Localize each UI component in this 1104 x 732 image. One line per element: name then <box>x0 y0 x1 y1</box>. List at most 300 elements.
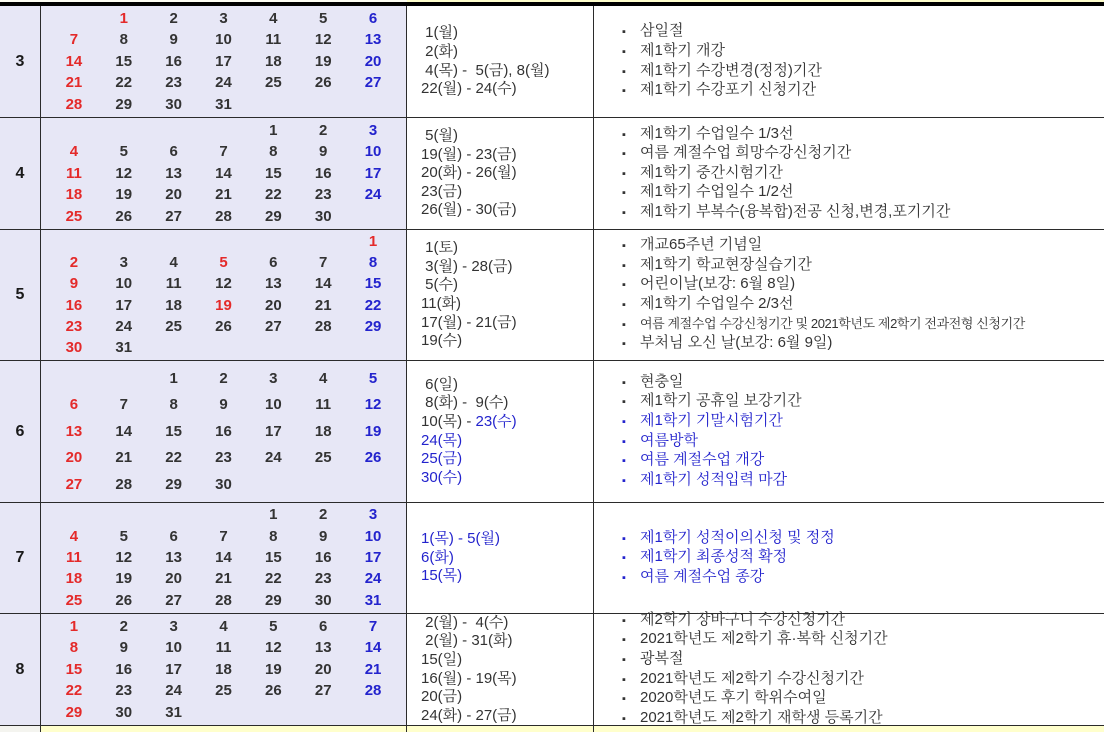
date-range-line <box>421 549 593 568</box>
calendar-day-empty <box>348 95 398 115</box>
calendar-day: 19 <box>265 660 282 678</box>
partial-row-above-right <box>407 0 1104 2</box>
calendar-day: 12 <box>364 396 382 413</box>
calendar-day: 26 <box>265 682 282 699</box>
date-range-segment: 8(화) - 9(수) <box>421 394 509 412</box>
calendar-day: 7 <box>319 254 328 272</box>
calendar-day: 18 <box>265 52 282 70</box>
calendar-day: 3 <box>269 369 278 387</box>
calendar-day: 25 <box>314 449 332 466</box>
event-item <box>622 164 1104 184</box>
event-label: 광복절 <box>640 649 684 667</box>
date-ranges-cell <box>407 503 594 613</box>
calendar-day: 8 <box>368 254 378 272</box>
event-item <box>622 670 1104 690</box>
calendar-day: 23 <box>314 186 332 203</box>
month-number-label: 4 <box>15 164 25 182</box>
calendar-day: 13 <box>165 164 182 182</box>
event-item <box>622 650 1104 670</box>
calendar-day-empty <box>199 505 249 525</box>
month-row <box>0 361 1104 503</box>
calendar-day: 24 <box>364 186 382 203</box>
date-range-line <box>421 688 593 707</box>
partial-row-above-left <box>0 0 407 2</box>
date-range-segment: 25(금) <box>421 450 463 468</box>
calendar-day-empty <box>248 703 298 723</box>
calendar-day-empty <box>248 232 298 252</box>
calendar-day: 19 <box>115 570 133 588</box>
event-label: 제1학기 수업일수 1/3선 <box>640 124 794 142</box>
calendar-day-empty <box>149 232 199 252</box>
calendar-day: 12 <box>115 548 133 566</box>
calendar-day: 5 <box>219 254 228 272</box>
calendar-day: 30 <box>215 475 232 493</box>
event-label: 제1학기 학교현장실습기간 <box>640 255 812 273</box>
calendar-day: 24 <box>165 682 182 699</box>
partial-row-above <box>0 0 1104 2</box>
calendar-day: 31 <box>115 338 133 356</box>
calendar-day: 8 <box>169 396 178 413</box>
month-number-cell <box>0 230 41 360</box>
calendar-day: 2 <box>319 121 328 139</box>
calendar-day: 16 <box>314 548 332 566</box>
calendar-week-row <box>49 121 398 141</box>
square-bullet-icon: ▪ <box>622 259 626 272</box>
calendar-day: 5 <box>368 369 378 387</box>
date-range-segment: 26(월) - 30(금) <box>421 201 517 219</box>
square-bullet-icon: ▪ <box>622 299 626 311</box>
event-label: 제1학기 최종성적 확정 <box>640 548 788 566</box>
event-label: 제1학기 수업일수 1/2선 <box>640 183 794 201</box>
square-bullet-icon: ▪ <box>622 240 626 253</box>
event-label: 제1학기 공휴일 보강기간 <box>640 392 802 410</box>
calendar-day: 22 <box>65 682 83 699</box>
calendar-day: 20 <box>165 186 182 203</box>
calendar-day: 1 <box>269 506 278 524</box>
calendar-day-empty <box>248 475 298 495</box>
event-label: 제1학기 부복수(융복합)전공 신청,변경,포기기간 <box>640 202 951 220</box>
calendar-week-row <box>49 142 398 162</box>
calendar-week-row <box>49 660 398 680</box>
square-bullet-icon: ▪ <box>622 653 626 666</box>
square-bullet-icon: ▪ <box>622 148 626 161</box>
calendar-day: 13 <box>265 275 282 293</box>
date-range-segment: 1(목) - 5(월) <box>421 530 500 548</box>
event-item <box>622 125 1104 145</box>
date-range-line <box>421 567 593 586</box>
square-bullet-icon: ▪ <box>622 435 626 448</box>
date-range-line <box>421 469 593 488</box>
date-range-line <box>421 530 593 549</box>
calendar-day: 26 <box>364 449 382 466</box>
calendar-day: 4 <box>69 527 79 545</box>
calendar-day: 16 <box>165 52 182 70</box>
date-range-line <box>421 80 593 99</box>
calendar-day: 23 <box>215 449 232 466</box>
partial-events-cell <box>594 726 1104 732</box>
calendar-day: 2 <box>169 9 178 27</box>
calendar-day: 20 <box>165 570 182 588</box>
calendar-day: 28 <box>364 682 382 699</box>
calendar-day-empty <box>99 121 149 141</box>
event-label: 2020학년도 후기 학위수여일 <box>640 689 827 707</box>
calendar-day-empty <box>298 703 348 723</box>
calendar-day: 15 <box>265 164 282 182</box>
calendar-day: 1 <box>269 121 278 139</box>
square-bullet-icon: ▪ <box>622 45 626 58</box>
calendar-day: 1 <box>119 9 128 27</box>
date-range-segment: 23(수) <box>475 412 517 430</box>
date-range-line <box>421 450 593 469</box>
calendar-day: 26 <box>115 207 133 225</box>
date-range-segment: 2(월) - 4(수) <box>421 613 509 631</box>
calendar-week-row <box>49 422 398 442</box>
date-range-segment: 5(월) <box>421 127 458 145</box>
month-row <box>0 610 1104 726</box>
date-range-segment: 30(수) <box>421 468 463 486</box>
calendar-week-row <box>49 681 398 701</box>
calendar-day: 17 <box>165 660 182 678</box>
month-number-cell <box>0 503 41 613</box>
square-bullet-icon: ▪ <box>622 571 626 584</box>
event-item <box>622 630 1104 650</box>
date-range-line <box>421 614 593 633</box>
calendar-day-empty <box>298 232 348 252</box>
calendar-day: 28 <box>215 591 232 609</box>
calendar-day: 27 <box>165 591 182 609</box>
event-label: 여름 계절수업 개강 <box>640 451 765 469</box>
calendar-day: 9 <box>69 275 79 293</box>
calendar-day: 22 <box>265 570 282 588</box>
calendar-day: 12 <box>265 639 282 656</box>
event-label: 제1학기 기말시험기간 <box>640 411 783 429</box>
calendar-day: 29 <box>165 475 182 493</box>
calendar-day: 17 <box>215 52 232 70</box>
calendar-day: 16 <box>314 164 332 182</box>
calendar-week-row <box>49 253 398 273</box>
calendar-day: 22 <box>364 296 382 314</box>
calendar-day: 10 <box>215 31 232 48</box>
date-range-segment: 19(수) <box>421 332 463 350</box>
calendar-day: 24 <box>265 449 282 466</box>
event-item <box>622 256 1104 276</box>
event-label: 제1학기 성적이의신청 및 정정 <box>640 528 835 546</box>
square-bullet-icon: ▪ <box>622 634 626 647</box>
month-number-label: 7 <box>15 549 25 566</box>
square-bullet-icon: ▪ <box>622 455 626 468</box>
date-range-segment: 17(월) - 21(금) <box>421 313 517 331</box>
calendar-day-empty <box>298 95 348 115</box>
calendar-day: 14 <box>215 164 232 182</box>
calendar-day: 19 <box>364 422 382 440</box>
calendar-day: 31 <box>215 95 232 113</box>
event-item <box>622 275 1104 295</box>
partial-calendar-cell <box>41 726 407 732</box>
event-item <box>622 432 1104 452</box>
events-cell <box>594 230 1104 360</box>
calendar-day: 4 <box>219 617 228 635</box>
calendar-day: 11 <box>165 275 182 293</box>
event-item <box>622 412 1104 432</box>
date-range-segment: 15(목) <box>421 567 463 585</box>
calendar-day: 18 <box>65 570 83 588</box>
calendar-day: 7 <box>119 396 128 413</box>
calendar-day: 26 <box>115 591 133 609</box>
calendar-week-row <box>49 617 398 637</box>
calendar-day: 29 <box>65 703 83 721</box>
calendar-day: 13 <box>314 639 332 656</box>
square-bullet-icon: ▪ <box>622 279 626 292</box>
calendar-day: 9 <box>169 31 178 48</box>
date-range-segment: 3(월) - 28(금) <box>421 257 513 275</box>
calendar-day: 23 <box>115 682 133 699</box>
calendar-day: 11 <box>65 548 82 566</box>
date-range-line <box>421 295 593 314</box>
calendar-day: 21 <box>215 186 232 203</box>
calendar-day: 2 <box>69 254 79 272</box>
calendar-day: 5 <box>119 527 128 545</box>
date-range-line <box>421 24 593 43</box>
calendar-week-row <box>49 95 398 115</box>
calendar-day: 29 <box>364 317 382 335</box>
events-cell <box>594 118 1104 229</box>
event-item <box>622 392 1104 412</box>
event-label: 제1학기 수업일수 2/3선 <box>640 295 794 312</box>
event-label: 현충일 <box>640 372 684 390</box>
square-bullet-icon: ▪ <box>622 474 626 487</box>
date-range-line <box>421 670 593 689</box>
calendar-day: 14 <box>314 275 332 293</box>
date-range-segment: 20(화) - 26(월) <box>421 164 517 182</box>
event-item <box>622 548 1104 568</box>
calendar-day: 28 <box>65 95 83 113</box>
event-label: 2021학년도 제2학기 수강신청기간 <box>640 669 864 687</box>
calendar-week-row <box>49 232 398 252</box>
calendar-day: 17 <box>364 548 382 566</box>
calendar-day: 22 <box>165 449 182 466</box>
calendar-day: 25 <box>65 207 83 225</box>
calendar-day-empty <box>348 338 398 358</box>
calendar-day: 15 <box>115 52 133 70</box>
calendar-day: 19 <box>314 52 332 70</box>
calendar-week-row <box>49 30 398 50</box>
date-range-line <box>421 413 593 432</box>
date-range-segment: 24(목) <box>421 431 463 449</box>
calendar-day: 23 <box>314 570 332 588</box>
month-row <box>0 230 1104 361</box>
calendar-day: 5 <box>119 143 128 160</box>
calendar-day: 8 <box>69 639 79 656</box>
date-range-line <box>421 314 593 333</box>
event-label: 여름 계절수업 종강 <box>640 567 765 585</box>
square-bullet-icon: ▪ <box>622 128 626 141</box>
square-bullet-icon: ▪ <box>622 614 626 627</box>
event-label: 2021학년도 제2학기 재학생 등록기간 <box>640 708 883 726</box>
calendar-day: 10 <box>364 143 382 160</box>
event-label: 개교65주년 기념일 <box>640 236 763 254</box>
calendar-day: 6 <box>368 9 378 27</box>
calendar-day: 9 <box>119 639 128 656</box>
calendar-day: 31 <box>364 591 382 609</box>
date-range-line <box>421 183 593 202</box>
calendar-day: 3 <box>119 254 128 272</box>
calendar-day: 3 <box>169 617 178 635</box>
calendar-day: 11 <box>215 639 232 656</box>
calendar-day: 13 <box>65 422 83 440</box>
date-ranges-cell <box>407 6 594 117</box>
date-range-line <box>421 146 593 165</box>
square-bullet-icon: ▪ <box>622 167 626 180</box>
calendar-day: 4 <box>69 143 79 160</box>
calendar-day: 9 <box>219 396 228 413</box>
calendar-day: 21 <box>364 660 382 678</box>
event-item <box>622 203 1104 223</box>
partial-row-below <box>0 726 1104 732</box>
date-range-segment: 23(금) <box>421 182 463 200</box>
event-label: 어린이날(보강: 6월 8일) <box>640 275 796 293</box>
event-item <box>622 334 1104 354</box>
calendar-day: 31 <box>165 703 182 721</box>
calendar-day-empty <box>49 232 99 252</box>
date-range-line <box>421 332 593 351</box>
calendar-day: 1 <box>69 617 79 635</box>
calendar-day: 27 <box>165 207 182 225</box>
calendar-day: 25 <box>65 591 83 609</box>
square-bullet-icon: ▪ <box>622 65 626 78</box>
calendar-day: 14 <box>215 548 232 566</box>
calendar-day: 29 <box>265 207 282 225</box>
event-item <box>622 144 1104 164</box>
calendar-day-empty <box>99 369 149 389</box>
calendar-day: 17 <box>265 422 282 440</box>
event-label: 제1학기 개강 <box>640 41 725 59</box>
calendar-grid <box>41 230 407 360</box>
event-item <box>622 22 1104 42</box>
calendar-week-row <box>49 369 398 389</box>
calendar-week-row <box>49 52 398 72</box>
event-item <box>622 451 1104 471</box>
calendar-day: 22 <box>115 74 133 91</box>
date-range-segment: 20(금) <box>421 688 463 706</box>
calendar-day: 15 <box>364 275 382 293</box>
calendar-day: 21 <box>215 570 232 588</box>
calendar-day: 24 <box>115 317 133 335</box>
calendar-day: 11 <box>65 164 82 182</box>
calendar-day: 30 <box>314 207 332 225</box>
calendar-day: 3 <box>368 506 378 524</box>
event-item <box>622 315 1104 335</box>
event-item <box>622 611 1104 631</box>
date-range-segment: 1(월) <box>421 24 458 42</box>
calendar-day: 1 <box>169 369 178 387</box>
event-item <box>622 689 1104 709</box>
calendar-day: 21 <box>65 74 83 91</box>
calendar-day: 22 <box>265 186 282 203</box>
event-item <box>622 81 1104 101</box>
month-row <box>0 503 1104 614</box>
calendar-day-empty <box>348 703 398 723</box>
calendar-week-row <box>49 164 398 184</box>
date-range-segment: 15(일) <box>421 650 463 668</box>
calendar-day: 23 <box>165 74 182 91</box>
calendar-day: 18 <box>215 660 232 678</box>
event-item <box>622 568 1104 588</box>
calendar-day: 20 <box>65 449 83 466</box>
calendar-day: 25 <box>215 682 232 699</box>
square-bullet-icon: ▪ <box>622 376 626 389</box>
calendar-day-empty <box>199 121 249 141</box>
calendar-day: 4 <box>269 9 278 27</box>
calendar-day: 15 <box>165 422 182 440</box>
calendar-day: 11 <box>315 396 332 413</box>
calendar-day: 20 <box>265 296 282 314</box>
date-ranges-cell <box>407 118 594 229</box>
date-range-line <box>421 432 593 451</box>
calendar-day-empty <box>149 505 199 525</box>
calendar-day: 30 <box>65 338 83 356</box>
calendar-day: 15 <box>265 548 282 566</box>
calendar-day: 6 <box>69 396 79 413</box>
calendar-week-row <box>49 296 398 316</box>
event-item <box>622 236 1104 256</box>
month-number-label: 5 <box>15 286 25 303</box>
month-number-cell <box>0 6 41 117</box>
event-label: 여름방학 <box>640 431 698 449</box>
calendar-day: 28 <box>215 207 232 225</box>
calendar-day-empty <box>348 475 398 495</box>
calendar-day: 30 <box>115 703 133 721</box>
calendar-day: 4 <box>169 254 178 272</box>
calendar-day: 27 <box>314 682 332 699</box>
square-bullet-icon: ▪ <box>622 673 626 686</box>
calendar-day: 26 <box>314 74 332 91</box>
calendar-day: 6 <box>169 143 178 160</box>
calendar-day: 14 <box>65 52 83 70</box>
date-range-line <box>421 127 593 146</box>
calendar-day: 6 <box>169 527 178 545</box>
square-bullet-icon: ▪ <box>622 85 626 98</box>
calendar-day: 9 <box>319 527 328 545</box>
event-item <box>622 295 1104 315</box>
calendar-day: 11 <box>265 31 282 48</box>
calendar-day: 20 <box>364 52 382 70</box>
calendar-day: 10 <box>265 396 282 413</box>
calendar-week-row <box>49 591 398 611</box>
month-number-label: 6 <box>15 422 25 440</box>
event-item <box>622 529 1104 549</box>
square-bullet-icon: ▪ <box>622 26 626 39</box>
calendar-week-row <box>49 527 398 547</box>
date-ranges-cell <box>407 614 594 725</box>
date-range-line <box>421 394 593 413</box>
calendar-week-row <box>49 9 398 29</box>
calendar-grid <box>41 503 407 613</box>
month-number-cell <box>0 118 41 229</box>
calendar-day: 16 <box>115 660 133 678</box>
calendar-day: 17 <box>364 164 382 182</box>
date-range-line <box>421 276 593 295</box>
calendar-day: 7 <box>219 527 228 545</box>
calendar-day: 1 <box>368 233 378 251</box>
date-range-line <box>421 651 593 670</box>
calendar-week-row <box>49 548 398 568</box>
calendar-day: 2 <box>219 369 228 387</box>
calendar-week-row <box>49 638 398 658</box>
square-bullet-icon: ▪ <box>622 187 626 200</box>
calendar-week-row <box>49 73 398 93</box>
calendar-day-empty <box>199 703 249 723</box>
calendar-day: 12 <box>115 164 133 182</box>
